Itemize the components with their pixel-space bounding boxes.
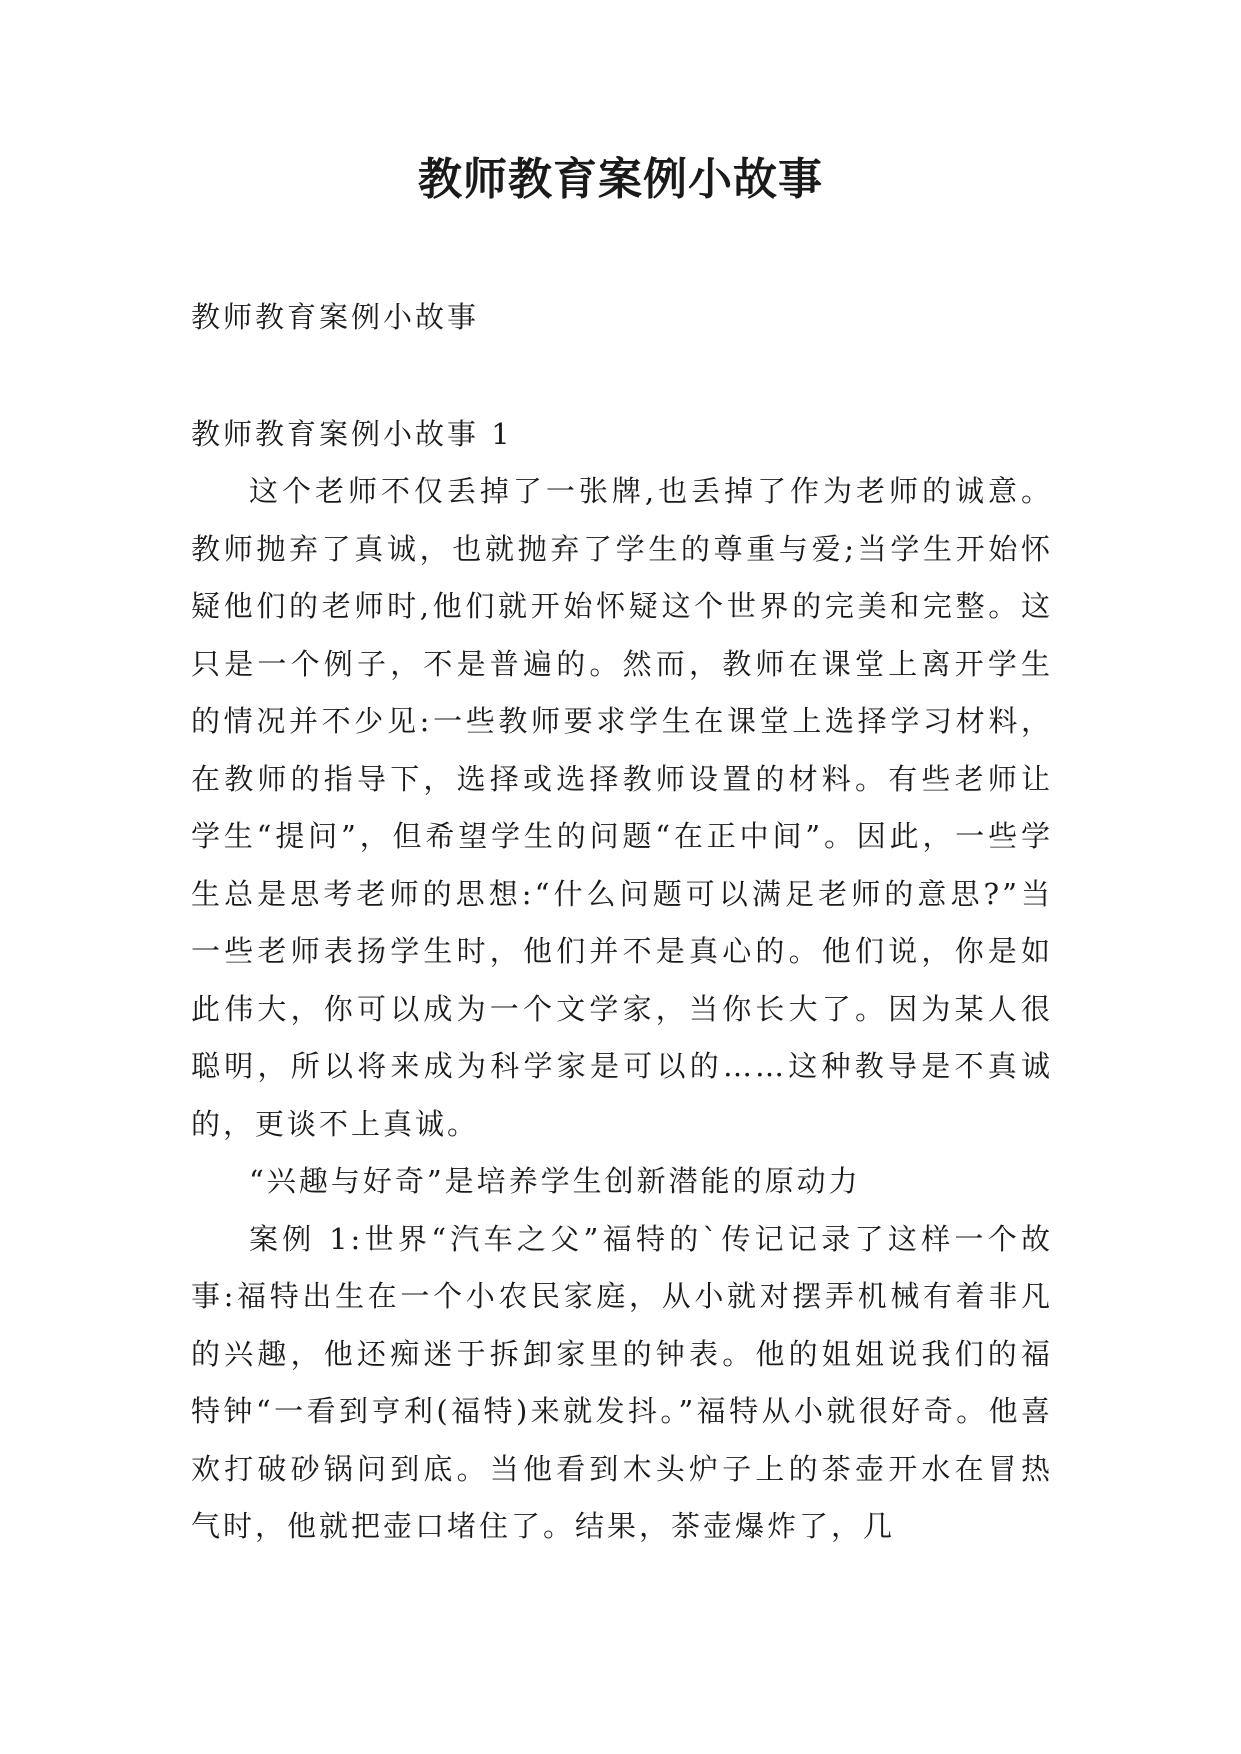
document-subtitle: 教师教育案例小故事 [191,300,480,334]
document-body [191,463,1053,1556]
document-title: 教师教育案例小故事 [418,154,823,205]
paragraph: 这个老师不仅丢掉了一张牌,也丢掉了作为老师的诚意。教师抛弃了真诚，也就抛弃了学生的尊重与爱;当学生开始怀疑他们的老师时,他们就开始怀疑这个世界的完美和完整。这只是一个例子，不是普遍的。然而，教师在课堂上离开学生的情况并不少见:一些教师要求学生在课堂上选择学习材料，在教师的指导下，选择或选择教师设置的材料。有些老师让学生“提问”，但希望学生的问题“在正中间”。因此，一些学生总是思考老师的思想:“什么问题可以满足老师的意思?”当一些老师表扬学生时，他们并不是真心的。他们说，你是如此伟大，你可以成为一个文学家，当你长大了。因为某人很聪明，所以将来成为科学家是可以的……这种教导是不真诚的，更谈不上真诚。 [191,474,1053,1141]
paragraph: “兴趣与好奇”是培养学生创新潜能的原动力 [249,1164,861,1198]
section-heading: 教师教育案例小故事 1 [191,417,513,451]
paragraph: 案例 1:世界“汽车之父”福特的`传记记录了这样一个故事:福特出生在一个小农民家庭，从小就对摆弄机械有着非凡的兴趣，他还痴迷于拆卸家里的钟表。他的姐姐说我们的福特钟“一看到亨利(福特)来就发抖。”福特从小就很好奇。他喜欢打破砂锅问到底。当他看到木头炉子上的茶壶开水在冒热气时，他就把壶口堵住了。结果，茶壶爆炸了，几 [191,1221,1053,1543]
